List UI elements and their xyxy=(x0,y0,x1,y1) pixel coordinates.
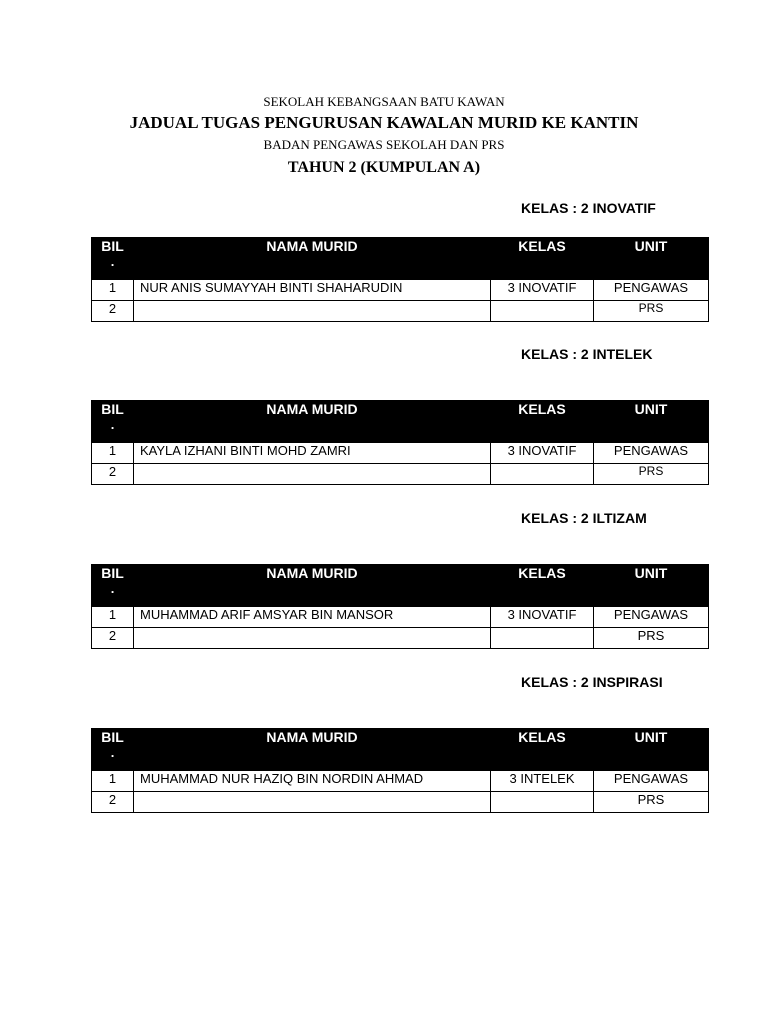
column-header-kelas: KELAS xyxy=(491,564,594,607)
duty-table xyxy=(91,728,709,813)
cell-kelas: 3 INOVATIF xyxy=(491,443,594,464)
table-row xyxy=(92,771,709,792)
cell-nama: KAYLA IZHANI BINTI MOHD ZAMRI xyxy=(134,443,491,464)
column-header-kelas: KELAS xyxy=(491,237,594,280)
column-header-nama: NAMA MURID xyxy=(134,400,491,443)
column-header-unit: UNIT xyxy=(594,237,709,280)
cell-bil: 1 xyxy=(92,607,134,628)
cell-bil: 1 xyxy=(92,771,134,792)
cell-bil: 1 xyxy=(92,280,134,301)
cell-kelas: 3 INOVATIF xyxy=(491,607,594,628)
cell-kelas xyxy=(491,628,594,649)
table-row xyxy=(92,464,709,485)
cell-nama: MUHAMMAD NUR HAZIQ BIN NORDIN AHMAD xyxy=(134,771,491,792)
column-header-nama: NAMA MURID xyxy=(134,564,491,607)
table-header-row xyxy=(92,237,709,280)
table-row xyxy=(92,607,709,628)
cell-unit: PRS xyxy=(594,792,709,813)
class-title: KELAS : 2 INSPIRASI xyxy=(521,674,663,690)
duty-table xyxy=(91,237,709,322)
table-header-row xyxy=(92,728,709,771)
column-header-bil: BIL . xyxy=(92,728,134,771)
cell-kelas: 3 INOVATIF xyxy=(491,280,594,301)
cell-unit: PRS xyxy=(594,464,709,485)
table-row xyxy=(92,280,709,301)
cell-bil: 2 xyxy=(92,301,134,322)
cell-kelas xyxy=(491,301,594,322)
column-header-kelas: KELAS xyxy=(491,400,594,443)
cell-kelas xyxy=(491,464,594,485)
school-name: SEKOLAH KEBANGSAAN BATU KAWAN xyxy=(263,94,505,109)
table-header-row xyxy=(92,564,709,607)
column-header-nama: NAMA MURID xyxy=(134,728,491,771)
cell-unit: PENGAWAS xyxy=(594,280,709,301)
cell-bil: 1 xyxy=(92,443,134,464)
duty-table xyxy=(91,400,709,485)
document-subtitle: BADAN PENGAWAS SEKOLAH DAN PRS xyxy=(263,137,505,152)
cell-bil: 2 xyxy=(92,628,134,649)
table-header-row xyxy=(92,400,709,443)
column-header-bil: BIL . xyxy=(92,400,134,443)
cell-nama xyxy=(134,464,491,485)
column-header-unit: UNIT xyxy=(594,728,709,771)
table-row xyxy=(92,628,709,649)
class-title: KELAS : 2 INTELEK xyxy=(521,346,653,362)
duty-table xyxy=(91,564,709,649)
cell-kelas: 3 INTELEK xyxy=(491,771,594,792)
cell-nama xyxy=(134,301,491,322)
cell-unit: PENGAWAS xyxy=(594,607,709,628)
table-row xyxy=(92,792,709,813)
cell-nama: MUHAMMAD ARIF AMSYAR BIN MANSOR xyxy=(134,607,491,628)
cell-nama xyxy=(134,792,491,813)
table-row xyxy=(92,301,709,322)
column-header-unit: UNIT xyxy=(594,564,709,607)
class-title: KELAS : 2 ILTIZAM xyxy=(521,510,647,526)
cell-unit: PRS xyxy=(594,628,709,649)
document-title: JADUAL TUGAS PENGURUSAN KAWALAN MURID KE KANTIN xyxy=(129,113,639,132)
cell-unit: PENGAWAS xyxy=(594,443,709,464)
column-header-nama: NAMA MURID xyxy=(134,237,491,280)
group-title: TAHUN 2 (KUMPULAN A) xyxy=(287,159,481,176)
class-title: KELAS : 2 INOVATIF xyxy=(521,200,656,216)
cell-kelas xyxy=(491,792,594,813)
cell-unit: PRS xyxy=(594,301,709,322)
cell-unit: PENGAWAS xyxy=(594,771,709,792)
column-header-bil: BIL . xyxy=(92,564,134,607)
column-header-kelas: KELAS xyxy=(491,728,594,771)
cell-nama: NUR ANIS SUMAYYAH BINTI SHAHARUDIN xyxy=(134,280,491,301)
column-header-bil: BIL . xyxy=(92,237,134,280)
cell-bil: 2 xyxy=(92,792,134,813)
cell-bil: 2 xyxy=(92,464,134,485)
document-header xyxy=(0,92,768,180)
column-header-unit: UNIT xyxy=(594,400,709,443)
cell-nama xyxy=(134,628,491,649)
table-row xyxy=(92,443,709,464)
